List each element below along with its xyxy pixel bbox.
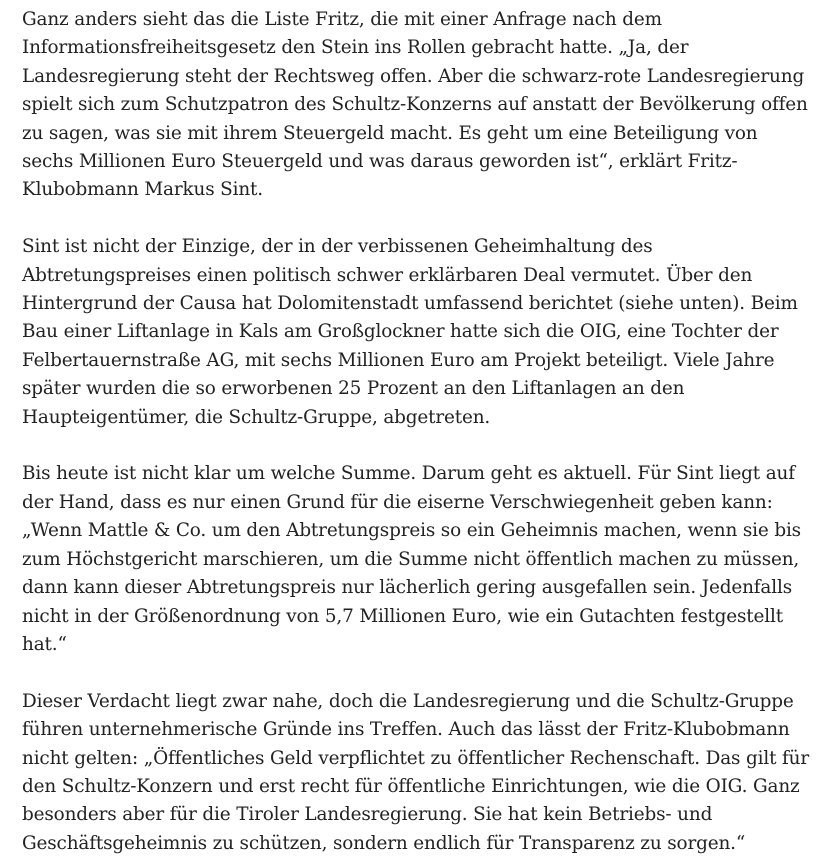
paragraph-4: Dieser Verdacht liegt zwar nahe, doch die Landesregierung und die Schultz-Gruppe führen unternehmerische Gründe ins Treffen. Auch das lässt der Fritz-Klubobmann nicht gelten: „Öffentliches Geld verpflichtet zu öffentlicher Rechenschaft. Das gilt für den Schultz-Konzern und erst recht für öffentliche Einrichtungen, wie die OIG. Ganz besonders aber für die Tiroler Landesregierung. Sie hat kein Betriebs- und Geschäftsgeheimnis zu schützen, sondern endlich für Transparenz zu sorgen.“	[22, 690, 810, 854]
paragraph-2: Sint ist nicht der Einzige, der in der verbissenen Geheimhaltung des Abtretungspreises einen politisch schwer erklärbaren Deal vermutet. Über den Hintergrund der Causa hat Dolomitenstadt umfassend berichtet (siehe unten). Beim Bau einer Liftanlage in Kals am Großglockner hatte sich die OIG, eine Tochter der Felbertauernstraße AG, mit sechs Millionen Euro am Projekt beteiligt. Viele Jahre später wurden die so erworbenen 25 Prozent an den Liftanlagen an den Haupteigentümer, die Schultz-Gruppe, abgetreten.	[22, 236, 798, 428]
paragraph-1: Ganz anders sieht das die Liste Fritz, die mit einer Anfrage nach dem Informationsfreiheitsgesetz den Stein ins Rollen gebracht hatte. „Ja, der Landesregierung steht der Rechtsweg offen. Aber die schwarz-rote Landesregierung spielt sich zum Schutzpatron des Schultz-Konzerns auf anstatt der Bevölkerung offen zu sagen, was sie mit ihrem Steuergeld macht. Es geht um eine Beteiligung von sechs Millionen Euro Steuergeld und was daraus geworden ist“, erklärt Fritz-Klubobmann Markus Sint.	[22, 9, 808, 201]
paragraph-3: Bis heute ist nicht klar um welche Summe. Darum geht es aktuell. Für Sint liegt auf der Hand, dass es nur einen Grund für die eiserne Verschwiegenheit geben kann: „Wenn Mattle & Co. um den Abtretungspreis so ein Geheimnis machen, wenn sie bis zum Höchstgericht marschieren, um die Summe nicht öffentlich machen zu müssen, dann kann dieser Abtretungspreis nur lächerlich gering ausgefallen sein. Jedenfalls nicht in der Größenordnung von 5,7 Millionen Euro, wie ein Gutachten festgestellt hat.“	[22, 463, 801, 655]
